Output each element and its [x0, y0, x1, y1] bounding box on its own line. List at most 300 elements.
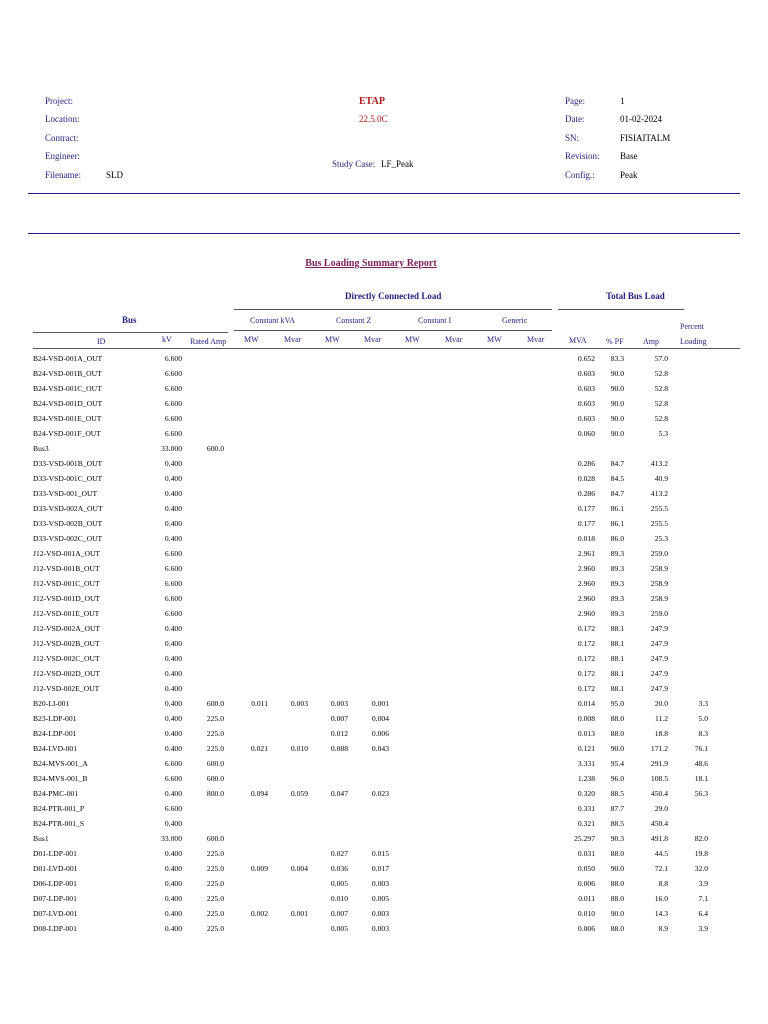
cell-kv: 0.400 — [164, 519, 182, 528]
cell-total-amp: 14.3 — [654, 909, 668, 918]
cell-const-z-mw: 0.003 — [330, 699, 348, 708]
cell-total-pf: 95.4 — [610, 759, 624, 768]
cell-rated-amp: 225.0 — [206, 924, 224, 933]
cell-total-pf: 88.0 — [610, 714, 624, 723]
i-mvar-header: Mvar — [445, 335, 463, 344]
cell-bus-id: J12-VSD-001C_OUT — [33, 579, 100, 588]
cell-kv: 0.400 — [164, 879, 182, 888]
table-row — [0, 546, 768, 561]
cell-total-pf: 88.1 — [610, 624, 624, 633]
cell-bus-id: B23-LDP-001 — [33, 714, 77, 723]
table-row — [0, 441, 768, 456]
cell-percent-loading: 56.3 — [694, 789, 708, 798]
table-row — [0, 366, 768, 381]
loading-header: Loading — [680, 337, 707, 346]
cell-total-mva: 0.121 — [577, 744, 595, 753]
cell-const-z-mvar: 0.003 — [371, 879, 389, 888]
cell-total-mva: 0.286 — [577, 459, 595, 468]
cell-bus-id: B24-VSD-001E_OUT — [33, 414, 102, 423]
constant-i-header: Constant I — [418, 316, 452, 325]
cell-const-kva-mw: 0.021 — [250, 744, 268, 753]
table-row — [0, 921, 768, 936]
cell-total-mva: 0.006 — [577, 879, 595, 888]
cell-total-amp: 52.8 — [654, 384, 668, 393]
kv-header: kV — [162, 335, 172, 344]
cell-kv: 6.600 — [164, 609, 182, 618]
cell-const-z-mw: 0.005 — [330, 924, 348, 933]
cell-total-pf: 86.1 — [610, 519, 624, 528]
cell-bus-id: D33-VSD-001_OUT — [33, 489, 98, 498]
cell-total-mva: 0.013 — [577, 729, 595, 738]
table-row — [0, 396, 768, 411]
cell-total-amp: 20.0 — [654, 699, 668, 708]
cell-total-mva: 0.603 — [577, 384, 595, 393]
id-header: ID — [97, 337, 106, 346]
constant-z-header: Constant Z — [336, 316, 372, 325]
cell-total-amp: 52.8 — [654, 414, 668, 423]
rated-amp-header: Rated Amp — [190, 337, 227, 346]
cell-const-kva-mvar: 0.010 — [290, 744, 308, 753]
cell-rated-amp: 225.0 — [206, 879, 224, 888]
cell-kv: 0.400 — [164, 744, 182, 753]
cell-kv: 0.400 — [164, 699, 182, 708]
total-group-rule — [558, 309, 684, 310]
cell-total-pf: 89.3 — [610, 549, 624, 558]
cell-rated-amp: 225.0 — [206, 714, 224, 723]
cell-kv: 6.600 — [164, 429, 182, 438]
cell-total-amp: 491.8 — [650, 834, 668, 843]
cell-total-amp: 25.3 — [654, 534, 668, 543]
cell-bus-id: J12-VSD-002B_OUT — [33, 639, 100, 648]
table-row — [0, 801, 768, 816]
cell-const-z-mw: 0.010 — [330, 894, 348, 903]
generic-mvar-header: Mvar — [527, 335, 545, 344]
cell-total-mva: 0.286 — [577, 489, 595, 498]
constant-kva-header: Constant kVA — [250, 316, 295, 325]
cell-kv: 33.000 — [161, 834, 182, 843]
cell-bus-id: D33-VSD-002A_OUT — [33, 504, 103, 513]
table-row — [0, 651, 768, 666]
cell-total-mva: 0.603 — [577, 369, 595, 378]
cell-total-amp: 18.8 — [654, 729, 668, 738]
cell-total-pf: 90.0 — [610, 864, 624, 873]
cell-percent-loading: 8.3 — [698, 729, 708, 738]
subgroup-rule — [234, 330, 552, 331]
cell-rated-amp: 600.0 — [206, 699, 224, 708]
location-label: Location: — [45, 114, 80, 124]
i-mw-header: MW — [405, 335, 420, 344]
table-row — [0, 891, 768, 906]
cell-total-pf: 88.0 — [610, 729, 624, 738]
table-row — [0, 411, 768, 426]
cell-percent-loading: 3.9 — [698, 879, 708, 888]
cell-bus-id: B24-MVS-001_B — [33, 774, 88, 783]
table-row — [0, 471, 768, 486]
table-row — [0, 876, 768, 891]
cell-total-pf: 90.3 — [610, 834, 624, 843]
cell-total-mva: 0.050 — [577, 864, 595, 873]
cell-total-pf: 86.0 — [610, 534, 624, 543]
cell-bus-id: D07-LVD-001 — [33, 909, 78, 918]
cell-rated-amp: 225.0 — [206, 894, 224, 903]
report-title: Bus Loading Summary Report — [305, 258, 437, 269]
cell-total-mva: 0.172 — [577, 624, 595, 633]
cell-total-mva: 0.014 — [577, 699, 595, 708]
cell-const-z-mvar: 0.003 — [371, 909, 389, 918]
cell-total-amp: 247.9 — [650, 669, 668, 678]
cell-bus-id: J12-VSD-001E_OUT — [33, 609, 100, 618]
cell-kv: 6.600 — [164, 354, 182, 363]
cell-bus-id: B24-VSD-001F_OUT — [33, 429, 101, 438]
cell-total-amp: 413.2 — [650, 459, 668, 468]
cell-bus-id: J12-VSD-001A_OUT — [33, 549, 101, 558]
cell-kv: 0.400 — [164, 819, 182, 828]
date-label: Date: — [565, 114, 585, 124]
cell-total-amp: 16.0 — [654, 894, 668, 903]
cell-kv: 0.400 — [164, 534, 182, 543]
percent-header: Percent — [680, 322, 704, 331]
cell-total-amp: 450.4 — [650, 789, 668, 798]
table-row — [0, 501, 768, 516]
cell-total-pf: 88.1 — [610, 669, 624, 678]
cell-bus-id: D33-VSD-002C_OUT — [33, 534, 103, 543]
cell-bus-id: B24-PMC-001 — [33, 789, 79, 798]
study-case-value: LF_Peak — [381, 159, 414, 169]
table-row — [0, 531, 768, 546]
table-row — [0, 906, 768, 921]
generic-mw-header: MW — [487, 335, 502, 344]
header-divider — [28, 193, 740, 194]
generic-header: Generic — [502, 316, 528, 325]
table-row — [0, 576, 768, 591]
table-row — [0, 606, 768, 621]
cell-total-amp: 247.9 — [650, 654, 668, 663]
table-row — [0, 696, 768, 711]
cell-total-amp: 8.9 — [658, 924, 668, 933]
table-row — [0, 711, 768, 726]
cell-kv: 33.000 — [161, 444, 182, 453]
cell-bus-id: D01-LDP-001 — [33, 849, 77, 858]
cell-bus-id: Bus3 — [33, 444, 49, 453]
cell-const-z-mvar: 0.023 — [371, 789, 389, 798]
engineer-label: Engineer: — [45, 151, 80, 161]
cell-bus-id: D08-LDP-001 — [33, 924, 77, 933]
cell-total-pf: 86.1 — [610, 504, 624, 513]
cell-total-amp: 247.9 — [650, 639, 668, 648]
cell-total-amp: 259.0 — [650, 549, 668, 558]
cell-bus-id: B24-MVS-001_A — [33, 759, 88, 768]
cell-total-pf: 89.3 — [610, 579, 624, 588]
cell-total-pf: 90.0 — [610, 414, 624, 423]
cell-kv: 0.400 — [164, 894, 182, 903]
cell-total-pf: 88.5 — [610, 789, 624, 798]
cell-total-mva: 0.177 — [577, 504, 595, 513]
cell-total-mva: 0.008 — [577, 714, 595, 723]
table-row — [0, 786, 768, 801]
cell-bus-id: D01-LVD-001 — [33, 864, 78, 873]
cell-total-mva: 2.960 — [577, 594, 595, 603]
cell-total-pf: 88.1 — [610, 684, 624, 693]
cell-kv: 0.400 — [164, 474, 182, 483]
cell-kv: 6.600 — [164, 549, 182, 558]
table-row — [0, 831, 768, 846]
cell-const-z-mw: 0.088 — [330, 744, 348, 753]
sn-value: FISIAITALM — [620, 133, 671, 143]
cell-percent-loading: 32.0 — [694, 864, 708, 873]
project-label: Project: — [45, 96, 73, 106]
cell-bus-id: J12-VSD-002D_OUT — [33, 669, 101, 678]
cell-total-mva: 2.960 — [577, 579, 595, 588]
date-value: 01-02-2024 — [620, 114, 662, 124]
cell-total-pf: 88.0 — [610, 879, 624, 888]
cell-total-mva: 2.960 — [577, 564, 595, 573]
cell-total-pf: 89.3 — [610, 564, 624, 573]
cell-kv: 6.600 — [164, 759, 182, 768]
cell-const-z-mvar: 0.017 — [371, 864, 389, 873]
cell-total-pf: 96.0 — [610, 774, 624, 783]
cell-const-kva-mw: 0.002 — [250, 909, 268, 918]
cell-total-mva: 0.652 — [577, 354, 595, 363]
cell-total-mva: 1.238 — [577, 774, 595, 783]
cell-total-amp: 171.2 — [650, 744, 668, 753]
cell-total-amp: 5.3 — [658, 429, 668, 438]
filename-label: Filename: — [45, 170, 81, 180]
table-row — [0, 591, 768, 606]
cell-total-pf: 88.1 — [610, 639, 624, 648]
cell-percent-loading: 82.0 — [694, 834, 708, 843]
cell-total-pf: 83.3 — [610, 354, 624, 363]
program-version: 22.5.0C — [359, 114, 388, 124]
cell-rated-amp: 800.0 — [206, 789, 224, 798]
revision-value: Base — [620, 151, 638, 161]
cell-total-amp: 413.2 — [650, 489, 668, 498]
cell-total-mva: 0.011 — [578, 894, 595, 903]
page-label: Page: — [565, 96, 585, 106]
table-row — [0, 381, 768, 396]
cell-bus-id: B24-LVD-001 — [33, 744, 78, 753]
cell-total-pf: 87.7 — [610, 804, 624, 813]
table-row — [0, 636, 768, 651]
cell-const-z-mw: 0.027 — [330, 849, 348, 858]
cell-bus-id: B24-VSD-001D_OUT — [33, 399, 103, 408]
cell-total-mva: 0.060 — [577, 429, 595, 438]
table-row — [0, 516, 768, 531]
cell-bus-id: J12-VSD-001B_OUT — [33, 564, 100, 573]
direct-group-rule — [234, 309, 552, 310]
cell-total-amp: 57.0 — [654, 354, 668, 363]
cell-kv: 6.600 — [164, 399, 182, 408]
cell-total-amp: 108.5 — [650, 774, 668, 783]
cell-rated-amp: 225.0 — [206, 909, 224, 918]
cell-bus-id: D33-VSD-001C_OUT — [33, 474, 103, 483]
cell-kv: 0.400 — [164, 684, 182, 693]
cell-bus-id: D33-VSD-002B_OUT — [33, 519, 103, 528]
cell-kv: 6.600 — [164, 804, 182, 813]
cell-kv: 0.400 — [164, 864, 182, 873]
header-bottom-rule — [33, 348, 740, 349]
cell-bus-id: B24-PTR-001_S — [33, 819, 85, 828]
cell-total-pf: 90.0 — [610, 744, 624, 753]
z-mvar-header: Mvar — [364, 335, 382, 344]
cell-bus-id: B24-LDP-001 — [33, 729, 77, 738]
cell-total-mva: 0.331 — [577, 804, 595, 813]
cell-const-kva-mvar: 0.001 — [290, 909, 308, 918]
cell-total-pf: 88.0 — [610, 849, 624, 858]
cell-total-mva: 0.010 — [577, 909, 595, 918]
cell-rated-amp: 225.0 — [206, 864, 224, 873]
cell-total-pf: 90.0 — [610, 909, 624, 918]
cell-bus-id: J12-VSD-002A_OUT — [33, 624, 101, 633]
cell-const-z-mw: 0.012 — [330, 729, 348, 738]
bus-group-rule — [33, 332, 228, 333]
cell-total-amp: 52.8 — [654, 369, 668, 378]
cell-total-pf: 88.5 — [610, 819, 624, 828]
cell-total-pf: 84.7 — [610, 459, 624, 468]
cell-bus-id: Bus1 — [33, 834, 49, 843]
cell-total-mva: 2.961 — [577, 549, 595, 558]
cell-bus-id: J12-VSD-001D_OUT — [33, 594, 101, 603]
cell-total-mva: 0.018 — [577, 534, 595, 543]
cell-total-mva: 0.172 — [577, 654, 595, 663]
kva-mvar-header: Mvar — [284, 335, 302, 344]
cell-kv: 0.400 — [164, 639, 182, 648]
cell-total-amp: 8.8 — [658, 879, 668, 888]
table-row — [0, 351, 768, 366]
cell-percent-loading: 18.1 — [694, 774, 708, 783]
cell-kv: 0.400 — [164, 504, 182, 513]
cell-percent-loading: 3.9 — [698, 924, 708, 933]
cell-kv: 0.400 — [164, 489, 182, 498]
cell-bus-id: J12-VSD-002E_OUT — [33, 684, 100, 693]
cell-kv: 0.400 — [164, 849, 182, 858]
cell-total-mva: 0.028 — [577, 474, 595, 483]
cell-total-pf: 89.3 — [610, 594, 624, 603]
cell-percent-loading: 76.1 — [694, 744, 708, 753]
cell-bus-id: J12-VSD-002C_OUT — [33, 654, 100, 663]
cell-const-z-mvar: 0.043 — [371, 744, 389, 753]
cell-total-pf: 90.0 — [610, 399, 624, 408]
pf-header: % PF — [606, 337, 624, 346]
cell-kv: 0.400 — [164, 909, 182, 918]
table-row — [0, 816, 768, 831]
cell-total-mva: 0.177 — [577, 519, 595, 528]
cell-total-mva: 0.172 — [577, 639, 595, 648]
cell-total-amp: 255.5 — [650, 504, 668, 513]
table-row — [0, 771, 768, 786]
cell-kv: 0.400 — [164, 729, 182, 738]
cell-total-amp: 40.9 — [654, 474, 668, 483]
page-value: 1 — [620, 96, 625, 106]
cell-const-kva-mvar: 0.059 — [290, 789, 308, 798]
cell-total-amp: 52.8 — [654, 399, 668, 408]
cell-percent-loading: 19.8 — [694, 849, 708, 858]
cell-total-amp: 29.0 — [654, 804, 668, 813]
cell-const-kva-mw: 0.009 — [250, 864, 268, 873]
cell-total-mva: 0.603 — [577, 399, 595, 408]
cell-total-amp: 255.5 — [650, 519, 668, 528]
cell-total-pf: 90.0 — [610, 384, 624, 393]
cell-rated-amp: 600.0 — [206, 774, 224, 783]
cell-const-z-mw: 0.007 — [330, 909, 348, 918]
cell-total-pf: 90.0 — [610, 369, 624, 378]
program-name: ETAP — [359, 96, 385, 107]
cell-kv: 0.400 — [164, 459, 182, 468]
cell-rated-amp: 225.0 — [206, 729, 224, 738]
cell-kv: 0.400 — [164, 624, 182, 633]
table-body — [0, 351, 768, 936]
cell-total-mva: 25.297 — [574, 834, 595, 843]
cell-kv: 6.600 — [164, 414, 182, 423]
kva-mw-header: MW — [244, 335, 259, 344]
cell-bus-id: B24-PTR-001_P — [33, 804, 85, 813]
revision-label: Revision: — [565, 151, 600, 161]
cell-kv: 0.400 — [164, 789, 182, 798]
cell-bus-id: B20-LI-001 — [33, 699, 70, 708]
cell-rated-amp: 600.0 — [206, 834, 224, 843]
cell-const-z-mw: 0.047 — [330, 789, 348, 798]
cell-total-pf: 95.0 — [610, 699, 624, 708]
table-row — [0, 726, 768, 741]
cell-const-kva-mvar: 0.004 — [290, 864, 308, 873]
cell-const-z-mvar: 0.005 — [371, 894, 389, 903]
table-row — [0, 681, 768, 696]
cell-total-pf: 88.0 — [610, 924, 624, 933]
table-row — [0, 621, 768, 636]
cell-total-pf: 90.0 — [610, 429, 624, 438]
amp-header: Amp — [643, 337, 659, 346]
cell-total-mva: 0.172 — [577, 669, 595, 678]
cell-total-amp: 450.4 — [650, 819, 668, 828]
cell-total-mva: 0.321 — [577, 819, 595, 828]
cell-kv: 0.400 — [164, 669, 182, 678]
cell-total-pf: 88.0 — [610, 894, 624, 903]
cell-total-amp: 247.9 — [650, 624, 668, 633]
cell-kv: 0.400 — [164, 654, 182, 663]
cell-total-amp: 258.9 — [650, 564, 668, 573]
cell-total-amp: 258.9 — [650, 579, 668, 588]
cell-total-mva: 2.960 — [577, 609, 595, 618]
cell-rated-amp: 225.0 — [206, 849, 224, 858]
cell-total-amp: 291.9 — [650, 759, 668, 768]
table-row — [0, 486, 768, 501]
cell-total-pf: 89.3 — [610, 609, 624, 618]
cell-rated-amp: 225.0 — [206, 744, 224, 753]
cell-bus-id: D06-LDP-001 — [33, 879, 77, 888]
cell-total-amp: 247.9 — [650, 684, 668, 693]
contract-label: Contract: — [45, 133, 79, 143]
cell-kv: 6.600 — [164, 564, 182, 573]
cell-kv: 0.400 — [164, 924, 182, 933]
bus-group-header: Bus — [122, 315, 137, 325]
cell-const-z-mvar: 0.006 — [371, 729, 389, 738]
cell-total-amp: 11.2 — [654, 714, 668, 723]
cell-total-mva: 0.320 — [577, 789, 595, 798]
table-row — [0, 426, 768, 441]
cell-const-kva-mvar: 0.003 — [290, 699, 308, 708]
direct-load-group-header: Directly Connected Load — [345, 291, 442, 301]
table-row — [0, 561, 768, 576]
cell-total-amp: 259.0 — [650, 609, 668, 618]
cell-const-z-mw: 0.007 — [330, 714, 348, 723]
cell-total-amp: 44.5 — [654, 849, 668, 858]
cell-const-z-mvar: 0.001 — [371, 699, 389, 708]
cell-bus-id: D07-LDP-001 — [33, 894, 77, 903]
cell-const-z-mvar: 0.004 — [371, 714, 389, 723]
cell-const-kva-mw: 0.011 — [251, 699, 268, 708]
cell-total-mva: 0.006 — [577, 924, 595, 933]
cell-const-z-mvar: 0.003 — [371, 924, 389, 933]
cell-kv: 6.600 — [164, 594, 182, 603]
